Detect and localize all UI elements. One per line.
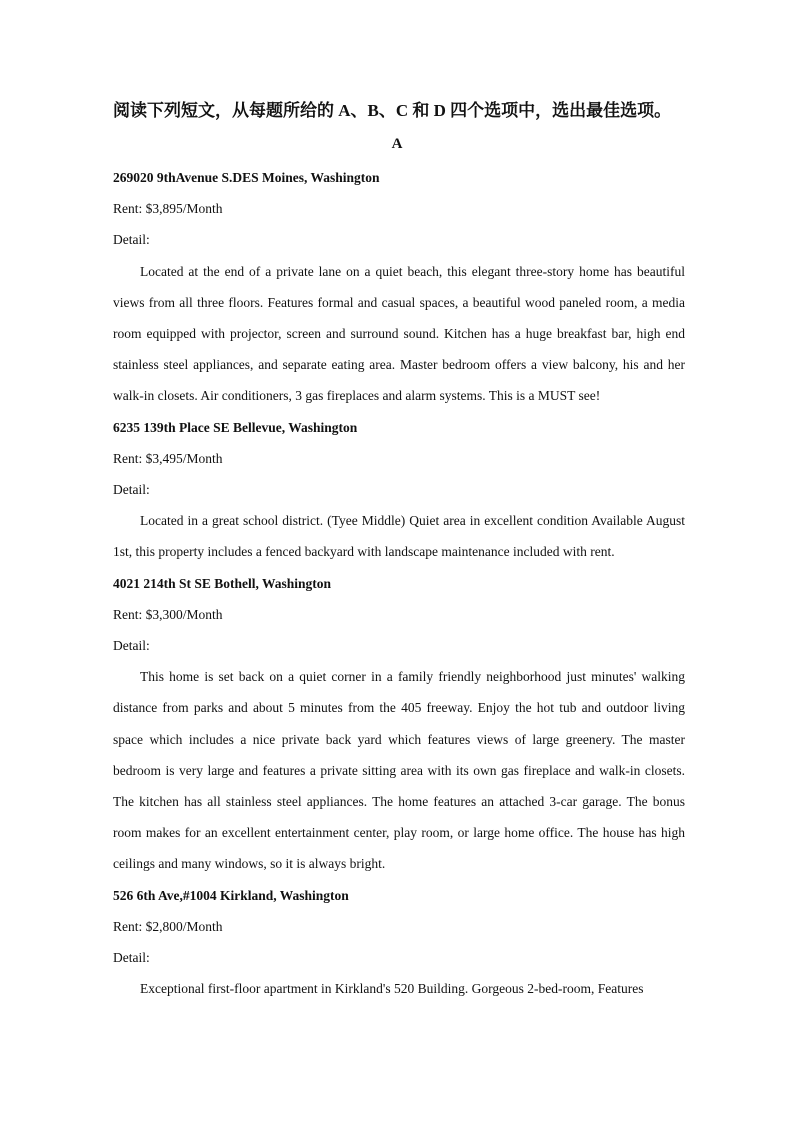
listing-address: 269020 9thAvenue S.DES Moines, Washington [113,170,380,185]
listings [113,162,685,1004]
listing-detail-label: Detail: [113,481,150,497]
listing-description: This home is set back on a quiet corner in a family friendly neighborhood just minutes' walking distance from parks and about 5 minutes from the 405 freeway. Enjoy the hot tub and outdoor living space which includes a nice private back yard which features views of large greenery. The master bedroom is very large and features a private sitting area with its own gas fireplace and walk-in closets. The kitchen has all stainless steel appliances. The home features an attached 3-car garage. The bonus room makes for an excellent entertainment center, play room, or large home office. The house has high ceilings and many windows, so it is always bright. [113,669,685,872]
listing-rent: Rent: $2,800/Month [113,918,223,934]
listing-description: Located in a great school district. (Tyee Middle) Quiet area in excellent condition Available August 1st, this property includes a fenced backyard with landscape maintenance included with rent. [113,513,685,560]
listing [113,412,685,568]
listing-address: 526 6th Ave,#1004 Kirkland, Washington [113,887,349,903]
listing-description: Located at the end of a private lane on a quiet beach, this elegant three-story home has beautiful views from all three floors. Features formal and casual spaces, a beautiful wood paneled room, a media room equipped with projector, screen and surround sound. Kitchen has a huge breakfast bar, high end stainless steel appliances, and separate eating area. Master bedroom offers a view balcony, his and her walk-in closets. Air conditioners, 3 gas fireplaces and alarm systems. This is a MUST see! [113,263,685,404]
listing-rent: Rent: $3,895/Month [113,201,223,217]
listing [113,880,685,1005]
listing [113,162,685,412]
listing-rent: Rent: $3,495/Month [113,450,223,466]
listing-rent: Rent: $3,300/Month [113,606,223,622]
instruction-heading: 阅读下列短文，从每题所给的 A、B、C 和 D 四个选项中，选出最佳选项。 [113,101,672,120]
listing-detail-label: Detail: [113,949,150,965]
listing-description: Exceptional first-floor apartment in Kirkland's 520 Building. Gorgeous 2-bed-room, Features [140,981,644,997]
listing-detail-label: Detail: [113,637,150,653]
listing [113,568,685,880]
section-letter: A [391,136,403,152]
listing-address: 4021 214th St SE Bothell, Washington [113,575,332,591]
listing-address: 6235 139th Place SE Bellevue, Washington [113,419,358,435]
listing-detail-label: Detail: [113,232,150,248]
